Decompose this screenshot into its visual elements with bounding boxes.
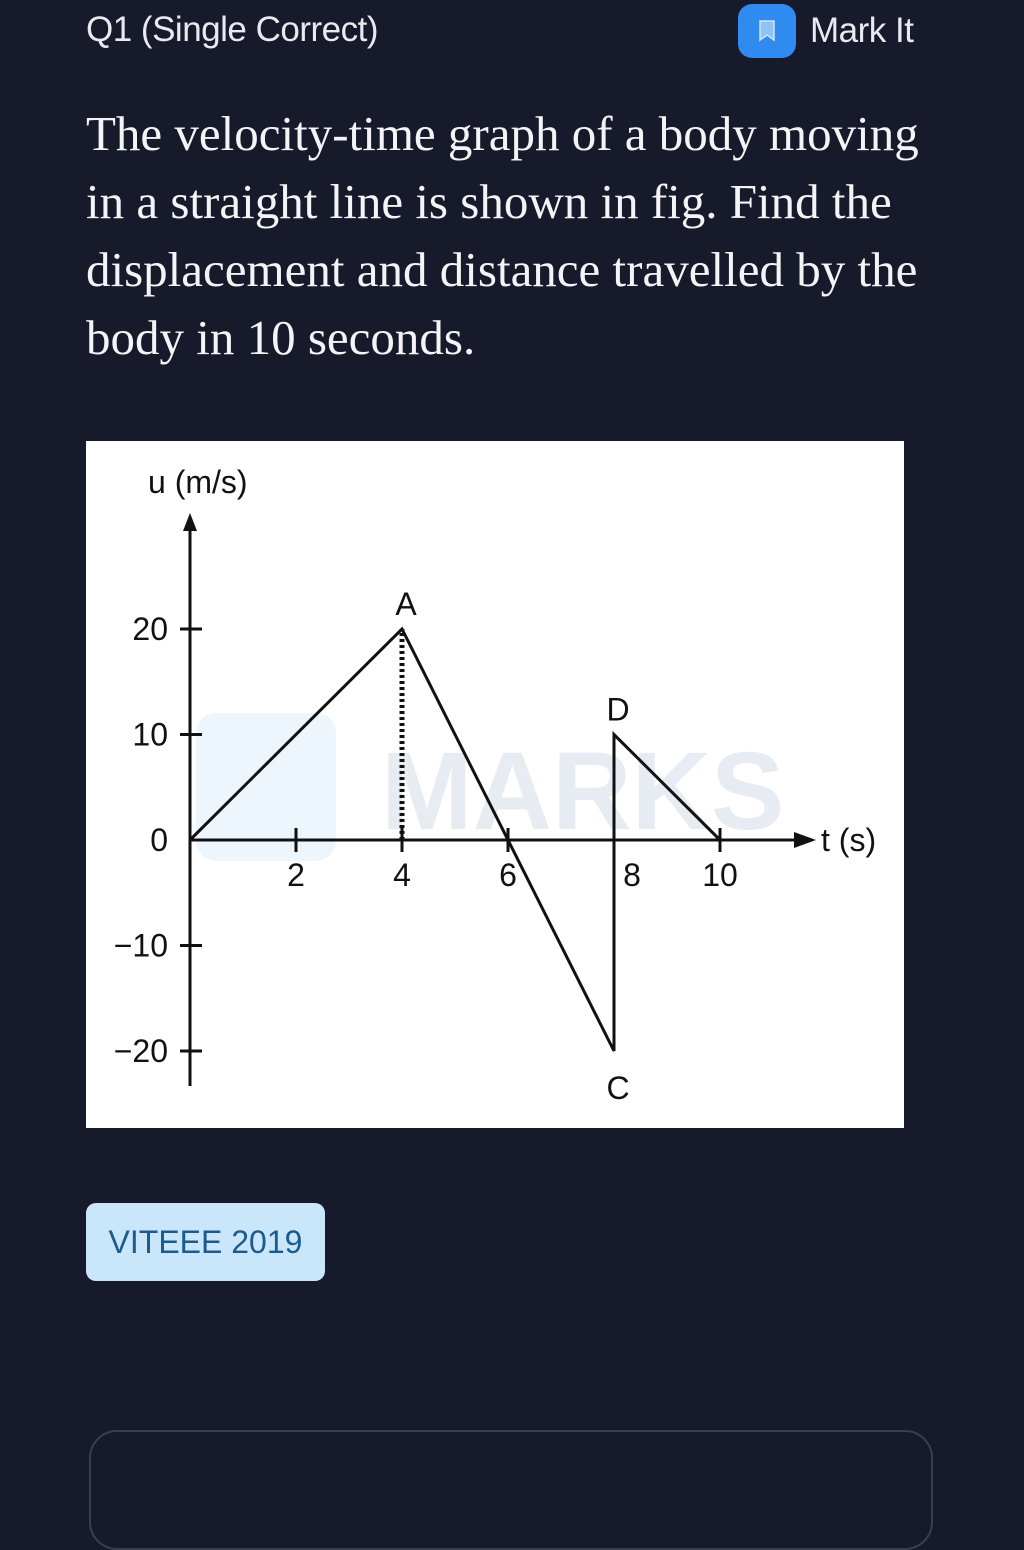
point-label-d: D xyxy=(606,691,630,728)
point-label-c: C xyxy=(606,1070,630,1106)
y-axis-label: u (m/s) xyxy=(148,464,248,500)
mark-it-button[interactable] xyxy=(738,4,913,58)
y-tick-label: 0 xyxy=(150,822,168,858)
chart-svg xyxy=(86,441,904,1128)
question-text: The velocity-time graph of a body moving in a straight line is shown in fig. Find the displacement and distance travelled by the body in 10 seconds. xyxy=(86,106,919,365)
question-type-label: Q1 (Single Correct) xyxy=(86,10,378,49)
option-card[interactable] xyxy=(89,1430,933,1550)
y-tick-label: −20 xyxy=(113,1033,168,1069)
velocity-time-graph xyxy=(86,441,904,1128)
x-tick-label: 8 xyxy=(623,857,641,893)
watermark-text: MARKS xyxy=(381,730,785,853)
x-tick-label: 10 xyxy=(702,857,738,893)
exam-tag[interactable]: VITEEE 2019 xyxy=(86,1203,325,1281)
y-axis-arrow xyxy=(183,513,197,531)
point-label-a: A xyxy=(395,586,417,622)
y-tick-label: 20 xyxy=(132,611,168,647)
x-tick-label: 6 xyxy=(499,857,517,893)
x-axis-label: t (s) xyxy=(821,822,877,858)
mark-it-label: Mark It xyxy=(810,11,914,50)
x-tick-label: 2 xyxy=(287,857,305,893)
x-tick-label: 4 xyxy=(393,857,411,893)
x-axis-arrow xyxy=(794,832,816,848)
y-tick-label: −10 xyxy=(113,927,168,964)
y-tick-label: 10 xyxy=(132,716,168,753)
bookmark-icon xyxy=(738,4,796,58)
